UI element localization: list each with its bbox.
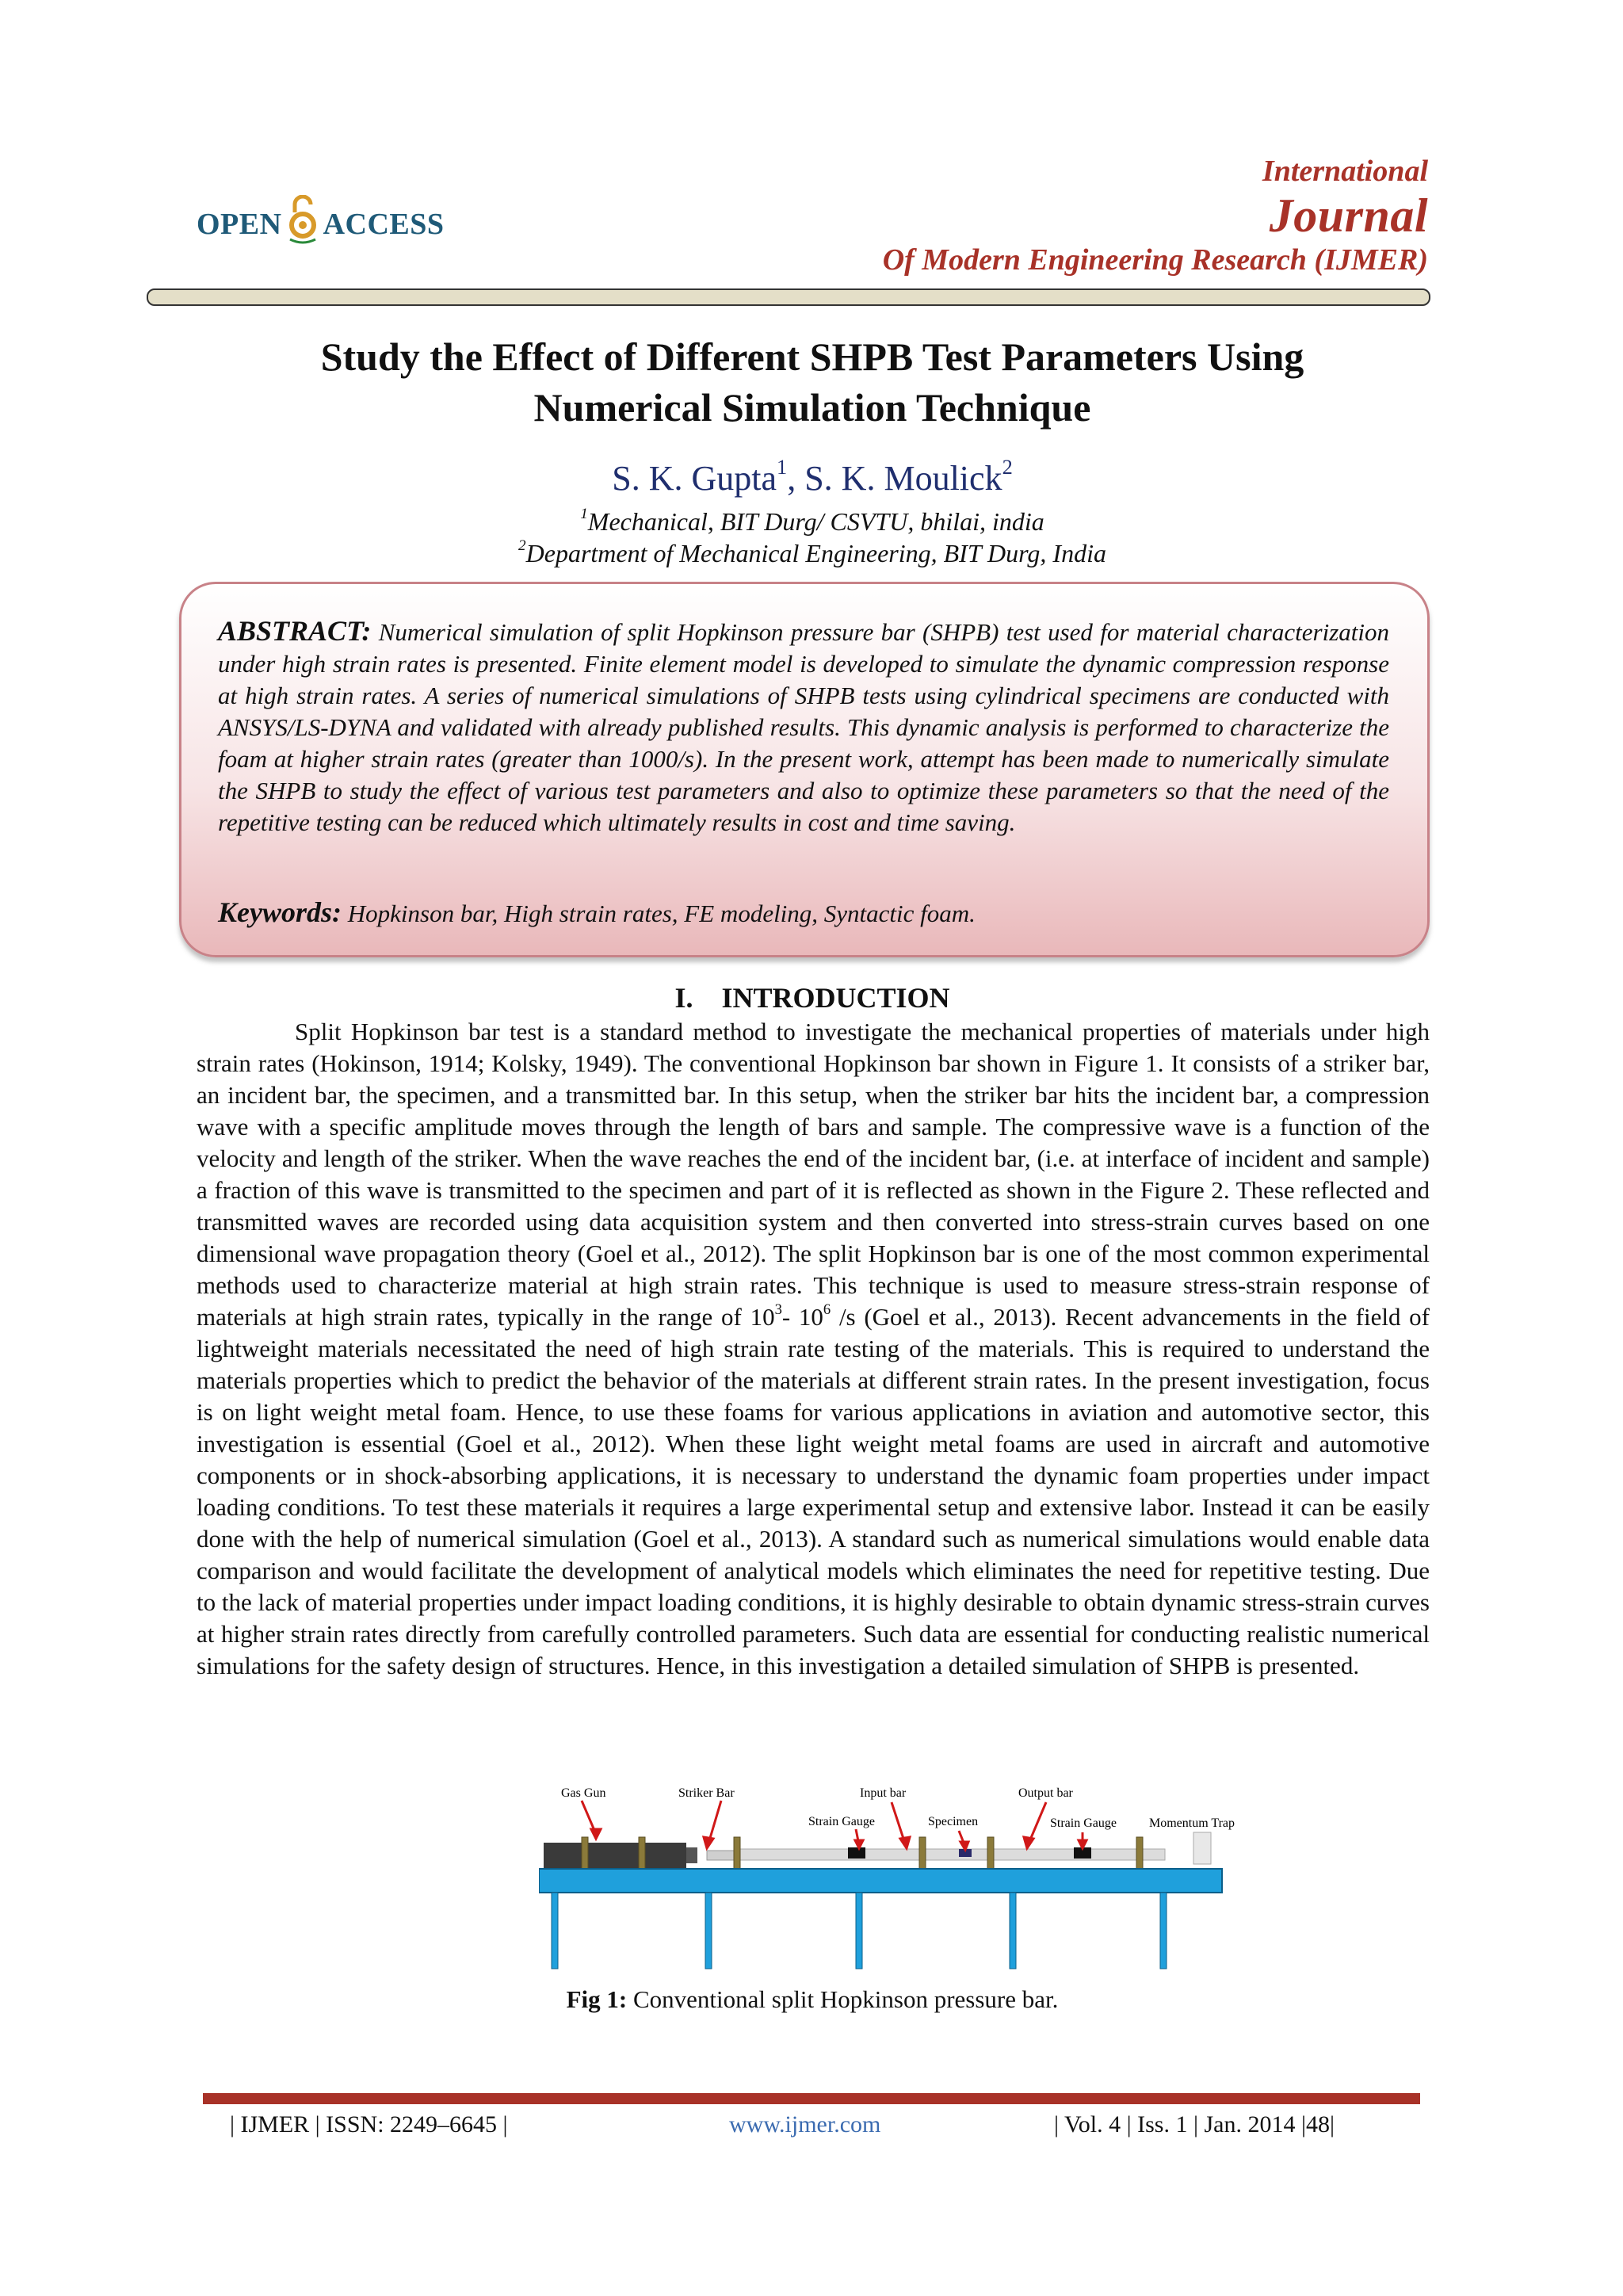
label-input-bar: Input bar: [860, 1786, 907, 1800]
paper-title: [147, 331, 1478, 433]
striker-bar: [707, 1851, 737, 1860]
introduction-paragraph: [197, 1016, 1430, 1682]
footer-volume: | Vol. 4 | Iss. 1 | Jan. 2014 |48|: [1054, 2111, 1335, 2137]
footer-issn: | IJMER | ISSN: 2249–6645 |: [230, 2111, 508, 2137]
open-lock-icon: [287, 195, 319, 254]
gas-gun: [544, 1843, 686, 1868]
keywords: [218, 896, 1389, 930]
author-1: S. K. Gupta: [612, 459, 777, 498]
author-1-sup: 1: [777, 455, 788, 479]
intro-sup-1: 3: [774, 1301, 782, 1318]
keywords-label: Keywords:: [218, 896, 342, 928]
label-strain-gauge-1: Strain Gauge: [808, 1815, 875, 1828]
affiliation-2-sup: 2: [518, 537, 526, 555]
abstract-label: ABSTRACT:: [218, 615, 372, 647]
figure-caption: [147, 1985, 1478, 2014]
intro-text-3: /s (Goel et al., 2013). Recent advancements in the field of lightweight materials necessitated the need of high strain rate testing of the materials. This is required to understand the materials properties which to predict the behavior of the materials at different strain rates. In the present investigation, focus is on light weight metal foam. Hence, to use these foams for various applications in aviation and automotive sector, this investigation is essential (Goel et al., 2012). When these light weight metal foams are used in aircraft and automotive components or in shock-absorbing applications, it is necessary to understand the dynamic foam properties under impact loading conditions. To test these materials it requires a large experimental setup and extensive labor. Instead it can be easily done with the help of numerical simulation (Goel et al., 2013). A standard such as numerical simulations would enable data comparison and would facilitate the development of analytical models which eliminates the need for repetitive testing. Due to the lack of material properties under impact loading conditions, it is highly desirable to obtain dynamic stress-strain curves at higher strain rates directly from carefully controlled parameters. Such data are essential for conducting realistic numerical simulations for the safety design of structures. Hence, in this investigation a detailed simulation of SHPB is presented.: [197, 1303, 1430, 1679]
label-strain-gauge-2: Strain Gauge: [1050, 1817, 1117, 1830]
intro-text-2: - 10: [781, 1303, 823, 1331]
table-legs: [552, 1893, 1167, 1969]
affiliation-1: [147, 506, 1478, 537]
caption-text: Conventional split Hopkinson pressure bar.: [627, 1985, 1059, 2013]
intro-text-1: Split Hopkinson bar test is a standard method to investigate the mechanical properties of materials under high strain rates (Hokinson, 1914; Kolsky, 1949). The conventional Hopkinson bar shown in Figure 1. It consists of a striker bar, an incident bar, the specimen, and a transmitted bar. In this setup, when the striker bar hits the incident bar, a compression wave with a specific amplitude moves through the length of bars and sample. The compressive wave is a function of the velocity and length of the striker. When the wave reaches the end of the incident bar, (i.e. at interface of incident and sample) a fraction of this wave is transmitted to the specimen and part of it is reflected as shown in the Figure 2. These reflected and transmitted waves are recorded using data acquisition system and then converted into stress-strain curves based on one dimensional wave propagation theory (Goel et al., 2012). The split Hopkinson bar is one of the most common experimental methods used to characterize material at high strain rates. This technique is used to measure stress-strain response of materials at high strain rates, typically in the range of 10: [197, 1018, 1430, 1331]
author-separator: ,: [787, 459, 805, 498]
section-heading: I. INTRODUCTION: [674, 982, 950, 1014]
footer-website-link[interactable]: www.ijmer.com: [729, 2111, 881, 2137]
gas-gun-nozzle: [686, 1847, 697, 1863]
affiliation-2-text: Department of Mechanical Engineering, BIT Durg, India: [525, 539, 1106, 567]
shpb-diagram: [539, 1780, 1268, 1992]
open-access-text-right: ACCESS: [323, 208, 445, 241]
figure-1: [539, 1780, 1268, 1992]
label-striker-bar: Striker Bar: [678, 1786, 735, 1800]
open-access-text-left: OPEN: [197, 208, 282, 241]
journal-name: [883, 152, 1428, 279]
abstract: [218, 615, 1389, 839]
label-specimen: Specimen: [928, 1815, 979, 1828]
caption-label: Fig 1:: [566, 1985, 628, 2013]
journal-line-1: International: [1262, 155, 1428, 188]
abstract-body: Numerical simulation of split Hopkinson pressure bar (SHPB) test used for material characterization under high strain rates is presented. Finite element model is developed to simulate the dynamic compression response at high strain rates. A series of numerical simulations of SHPB tests using cylindrical specimens are conducted with ANSYS/LS-DYNA and validated with already published results. This dynamic analysis is performed to characterize the foam at higher strain rates (greater than 1000/s). In the present work, attempt has been made to numerically simulate the SHPB to study the effect of various test parameters and also to optimize these parameters so that the need of the repetitive testing can be reduced which ultimately results in cost and time saving.: [218, 618, 1389, 836]
label-gas-gun: Gas Gun: [561, 1786, 606, 1800]
base-table: [539, 1869, 1222, 1893]
pressure-bars: [737, 1849, 1165, 1860]
affiliation-1-text: Mechanical, BIT Durg/ CSVTU, bhilai, india: [587, 507, 1044, 536]
journal-line-3: Of Modern Engineering Research (IJMER): [882, 243, 1428, 277]
intro-sup-2: 6: [823, 1301, 831, 1318]
journal-line-2: Journal: [1269, 189, 1428, 242]
affiliation-2: [147, 537, 1478, 569]
title-line-1: Study the Effect of Different SHPB Test Parameters Using: [320, 334, 1304, 379]
header-divider: [147, 288, 1430, 306]
author-list: [147, 455, 1478, 499]
author-2: S. K. Moulick: [804, 459, 1002, 498]
label-momentum-trap: Momentum Trap: [1149, 1817, 1235, 1830]
momentum-trap: [1193, 1832, 1211, 1864]
open-access-logo: [197, 195, 445, 254]
footer-divider: [203, 2093, 1420, 2104]
strain-gauge-1: [848, 1847, 865, 1859]
keywords-body: Hopkinson bar, High strain rates, FE modeling, Syntactic foam.: [347, 900, 976, 927]
title-line-2: Numerical Simulation Technique: [533, 385, 1091, 430]
author-2-sup: 2: [1002, 455, 1013, 479]
affiliation-1-sup: 1: [580, 506, 588, 523]
label-output-bar: Output bar: [1018, 1786, 1073, 1800]
